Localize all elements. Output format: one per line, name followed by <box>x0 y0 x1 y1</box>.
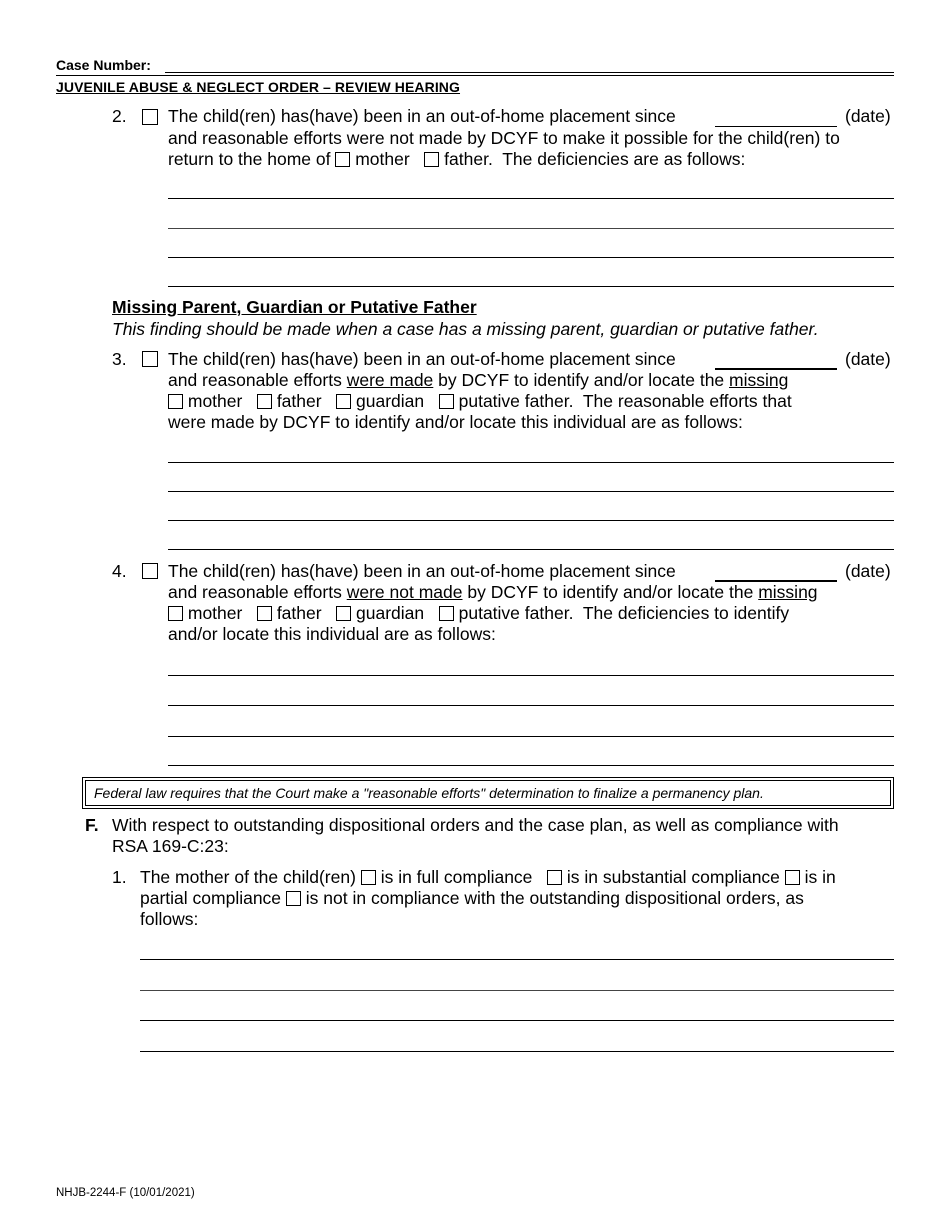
item-f1-answer-line[interactable] <box>140 1051 894 1052</box>
item-3-guardian-label: guardian <box>356 391 425 411</box>
item-2-date-field[interactable] <box>715 126 837 127</box>
section-f-line2: RSA 169-C:23: <box>112 836 229 856</box>
item-2-father-label: father. <box>444 149 493 169</box>
item-f1-answer-line[interactable] <box>140 990 894 991</box>
item-2-date-label: (date) <box>845 106 891 126</box>
item-4-father-checkbox[interactable] <box>257 606 272 621</box>
item-2-answer-line[interactable] <box>168 228 894 229</box>
missing-section-note: This finding should be made when a case has a missing parent, guardian or putative father. <box>112 319 819 339</box>
full-compliance-checkbox[interactable] <box>361 870 376 885</box>
item-4-guardian-checkbox[interactable] <box>336 606 351 621</box>
item-3-line2-mid: by DCYF to identify and/or locate the <box>438 370 725 390</box>
item-3-answer-line[interactable] <box>168 491 894 492</box>
case-number-label: Case Number: <box>56 57 151 73</box>
item-4-missing: missing <box>758 582 818 602</box>
item-2-mother-checkbox[interactable] <box>335 152 350 167</box>
item-2-mother-label: mother <box>355 149 410 169</box>
item-4-guardian-label: guardian <box>356 603 425 623</box>
item-4-number: 4. <box>112 561 127 581</box>
item-4-father-label: father <box>276 603 322 623</box>
item-3-were-made: were made <box>346 370 434 390</box>
item-f1-line2 <box>140 888 804 910</box>
section-f-letter: F. <box>85 815 99 835</box>
federal-law-notice <box>82 777 894 809</box>
item-4-line3-tail: The deficiencies to identify <box>582 603 790 623</box>
item-2-answer-line[interactable] <box>168 286 894 287</box>
item-4-answer-line[interactable] <box>168 736 894 737</box>
not-in-compliance-label: is not in compliance with the outstanding dispositional orders, as <box>305 888 804 908</box>
item-3-father-label: father <box>276 391 322 411</box>
item-f1-answer-line[interactable] <box>140 1020 894 1021</box>
item-3-putative-label: putative father. <box>458 391 574 411</box>
item-4-date-label: (date) <box>845 561 891 581</box>
federal-law-text: Federal law requires that the Court make a "reasonable efforts" determination to finalize a permanency plan. <box>85 780 891 806</box>
item-2-line1-text: The child(ren) has(have) been in an out-of-home placement since <box>168 106 676 126</box>
partial-compliance-label: partial compliance <box>140 888 282 908</box>
substantial-compliance-label: is in substantial compliance <box>566 867 780 887</box>
item-3-father-checkbox[interactable] <box>257 394 272 409</box>
item-3-line2-text: and reasonable efforts <box>168 370 342 390</box>
item-2-line3-tail: The deficiencies are as follows: <box>502 149 746 169</box>
item-4-line1: The child(ren) has(have) been in an out-of-home placement since <box>168 561 676 581</box>
item-3-putative-checkbox[interactable] <box>439 394 454 409</box>
item-2-line1 <box>168 106 676 128</box>
substantial-compliance-checkbox[interactable] <box>547 870 562 885</box>
item-2-answer-line[interactable] <box>168 257 894 258</box>
item-2-line3-text: return to the home of <box>168 149 331 169</box>
item-2-line2: and reasonable efforts were not made by DCYF to make it possible for the child(ren) to <box>168 128 840 148</box>
item-3-mother-checkbox[interactable] <box>168 394 183 409</box>
item-4-answer-line[interactable] <box>168 675 894 676</box>
form-title: JUVENILE ABUSE & NEGLECT ORDER – REVIEW HEARING <box>56 79 461 95</box>
item-3-checkbox[interactable] <box>142 351 158 367</box>
item-3-answer-line[interactable] <box>168 462 894 463</box>
item-2-number: 2. <box>112 106 127 126</box>
item-4-putative-label: putative father. <box>458 603 574 623</box>
item-4-mother-label: mother <box>187 603 243 623</box>
item-4-answer-line[interactable] <box>168 705 894 706</box>
item-4-line2 <box>168 582 818 604</box>
item-3-answer-line[interactable] <box>168 520 894 521</box>
item-f1-line1-text: The mother of the child(ren) <box>140 867 356 887</box>
form-id: NHJB-2244-F (10/01/2021) <box>56 1187 195 1199</box>
item-3-mother-label: mother <box>187 391 243 411</box>
missing-section-title: Missing Parent, Guardian or Putative Father <box>112 297 477 317</box>
item-3-date-label: (date) <box>845 349 891 369</box>
item-4-mother-checkbox[interactable] <box>168 606 183 621</box>
item-3-answer-line[interactable] <box>168 549 894 550</box>
item-3-line3 <box>168 391 792 413</box>
item-2-line3 <box>168 149 745 171</box>
item-4-answer-line[interactable] <box>168 765 894 766</box>
item-3-line1: The child(ren) has(have) been in an out-of-home placement since <box>168 349 676 369</box>
item-3-line2 <box>168 370 788 392</box>
item-3-guardian-checkbox[interactable] <box>336 394 351 409</box>
item-f1-line1 <box>140 867 836 889</box>
partial-compliance-checkbox[interactable] <box>785 870 800 885</box>
not-in-compliance-checkbox[interactable] <box>286 891 301 906</box>
partial-compliance-is-in: is in <box>804 867 836 887</box>
item-4-line3 <box>168 603 789 625</box>
item-3-missing: missing <box>729 370 789 390</box>
item-4-putative-checkbox[interactable] <box>439 606 454 621</box>
item-f1-answer-line[interactable] <box>140 959 894 960</box>
item-2-father-checkbox[interactable] <box>424 152 439 167</box>
item-4-line2-text: and reasonable efforts <box>168 582 342 602</box>
item-f1-line3: follows: <box>140 909 199 929</box>
full-compliance-label: is in full compliance <box>380 867 533 887</box>
item-f1-number: 1. <box>112 867 127 887</box>
item-2-answer-line[interactable] <box>168 198 894 199</box>
item-4-line4: and/or locate this individual are as follows: <box>168 624 496 644</box>
item-3-line4: were made by DCYF to identify and/or locate this individual are as follows: <box>168 412 743 432</box>
item-4-line2-mid: by DCYF to identify and/or locate the <box>467 582 754 602</box>
header-divider <box>56 75 894 76</box>
case-number-field[interactable] <box>165 72 894 73</box>
item-4-were-not-made: were not made <box>346 582 463 602</box>
item-4-checkbox[interactable] <box>142 563 158 579</box>
item-3-line3-tail: The reasonable efforts that <box>582 391 792 411</box>
item-2-checkbox[interactable] <box>142 109 158 125</box>
section-f-line1: With respect to outstanding dispositional orders and the case plan, as well as compliance with <box>112 815 839 835</box>
item-3-number: 3. <box>112 349 127 369</box>
